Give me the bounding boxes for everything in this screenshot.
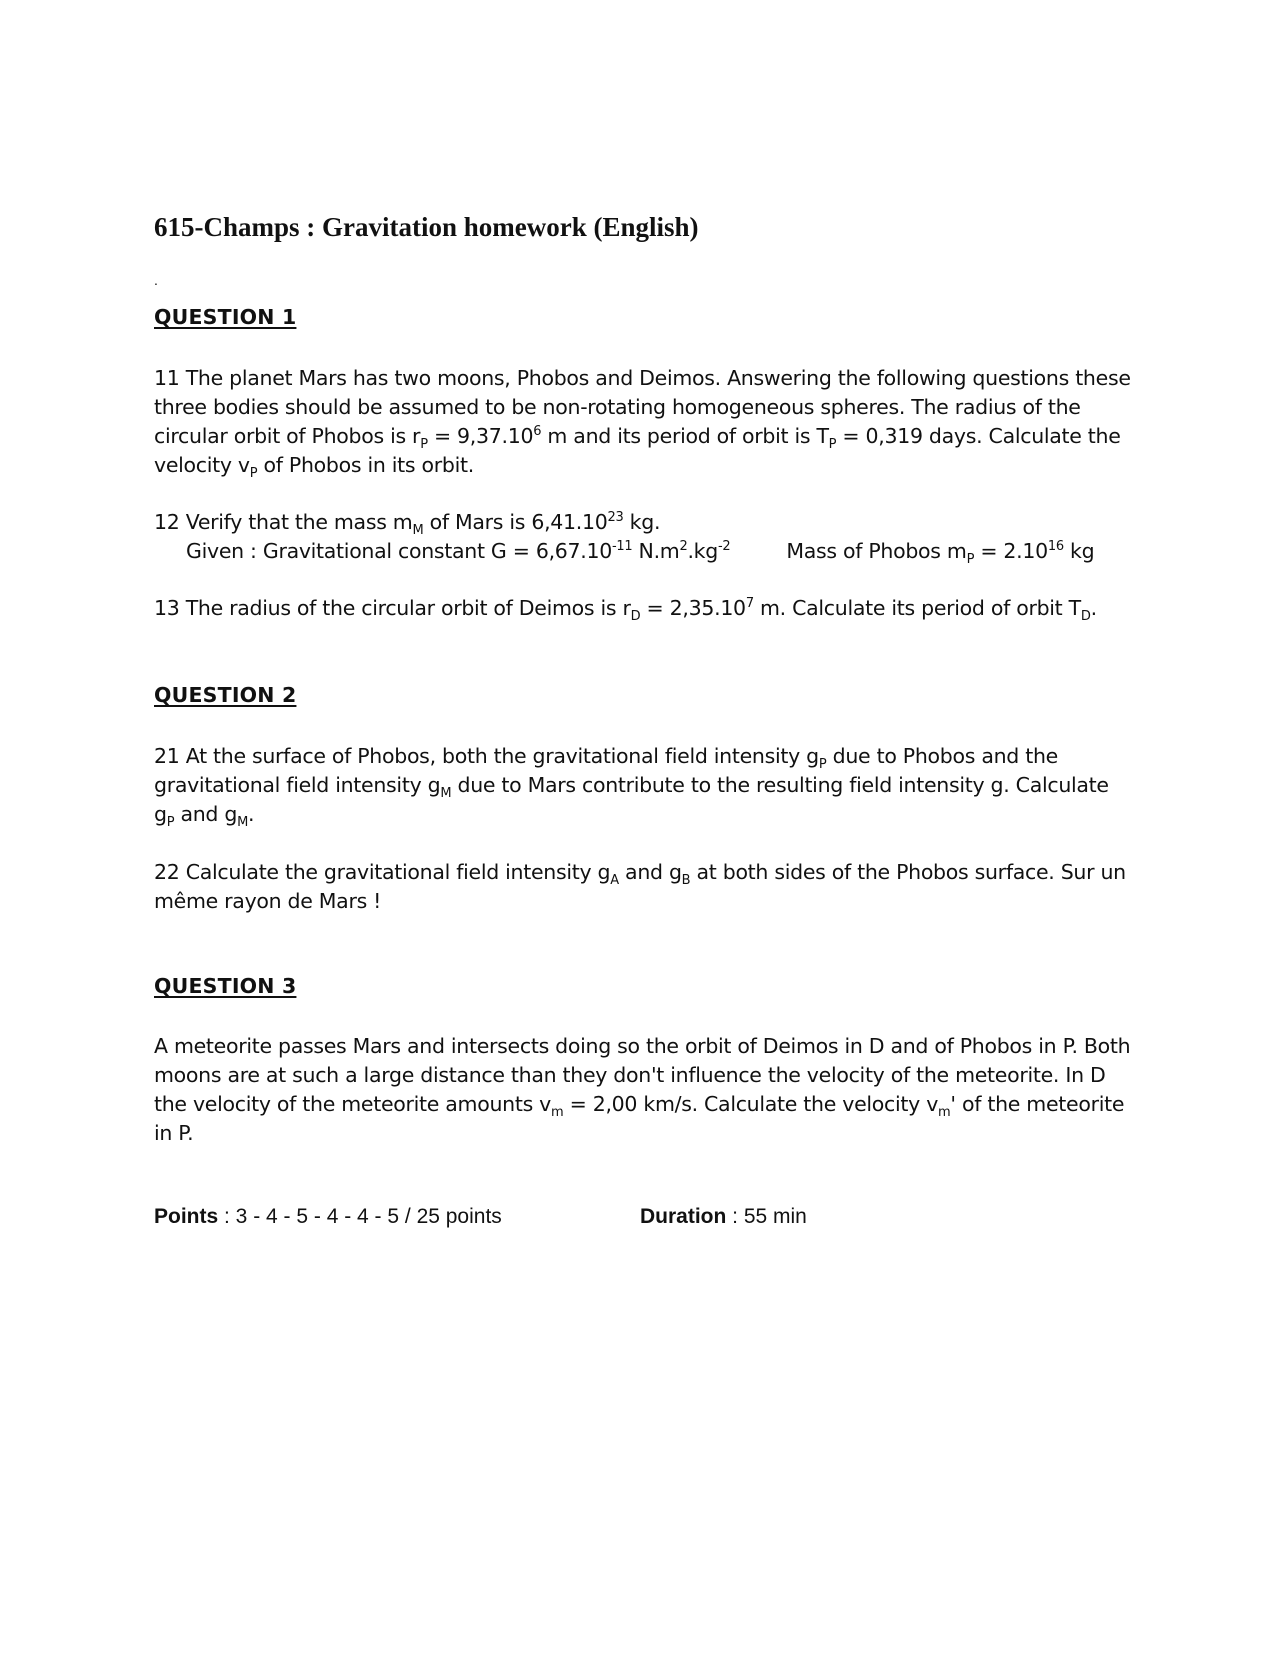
p11-line-1: 11 The planet Mars has two moons, Phobos and Deimos. Answering the following questions these [154,366,1131,390]
p22-line-2: même rayon de Mars ! [154,889,382,913]
p11-line-3: circular orbit of Phobos is $r_P = 9,37.10^6$ m and its period of orbit is $T_P = 0,319$ days. Calculate the [154,424,1121,453]
points-summary [154,1205,502,1229]
p11-line-2: three bodies should be assumed to be non-rotating homogeneous spheres. The radius of the [154,395,1081,419]
question-2-paragraph-22 [154,858,1126,916]
question-2-paragraph-21 [154,742,1109,829]
p11-line-4: velocity $v_P$ of Phobos in its orbit. [154,453,474,482]
question-1-heading: QUESTION 1 [154,305,297,329]
q3-line-2: moons are at such a large distance than they don't influence the velocity of the meteorite. In D [154,1063,1106,1087]
q3-line-4: in P. [154,1121,194,1145]
points-label: Points [154,1205,219,1228]
question-3-heading: QUESTION 3 [154,974,297,998]
p12-line-2: Given : Gravitational constant $G = 6,67.10^{-11}$ $N.m^2.kg^{-2}$ Mass of Phobos $m_P = 2.10^{16}$ kg [186,539,1095,568]
question-1-paragraph-11 [154,364,1131,480]
p21-line-2: gravitational field intensity $g_M$ due to Mars contribute to the resulting field intensity g. Calculate [154,773,1109,802]
question-1-paragraph-13 [154,594,1097,623]
stray-dot: . [154,272,158,288]
q3-line-3: the velocity of the meteorite amounts $v_m = 2,00$ km/s. Calculate the velocity $v_m'$ of the meteorite [154,1092,1125,1121]
q3-line-1: A meteorite passes Mars and intersects doing so the orbit of Deimos in D and of Phobos in P. Both [154,1034,1131,1058]
duration-summary [640,1205,807,1229]
question-1-paragraph-12 [154,508,1094,566]
p13-line-1: 13 The radius of the circular orbit of Deimos is $r_D = 2,35.10^7$ m. Calculate its period of orbit $T_D$. [154,596,1097,625]
p21-line-1: 21 At the surface of Phobos, both the gravitational field intensity $g_P$ due to Phobos and the [154,744,1058,773]
points-value: : 3 - 4 - 5 - 4 - 4 - 5 / 25 points [218,1205,502,1228]
document-title: 615-Champs : Gravitation homework (English) [154,212,699,242]
question-3-paragraph [154,1032,1130,1148]
question-2-heading: QUESTION 2 [154,683,297,707]
p12-line-1: 12 Verify that the mass $m_M$ of Mars is 6,41.10$^{23}$ kg. [154,510,661,539]
duration-value: : 55 min [726,1205,807,1228]
duration-label: Duration [640,1205,727,1228]
p21-line-3: $g_P$ and $g_M$. [154,802,255,831]
p22-line-1: 22 Calculate the gravitational field intensity $g_A$ and $g_B$ at both sides of the Phobos surface. Sur un [154,860,1126,889]
